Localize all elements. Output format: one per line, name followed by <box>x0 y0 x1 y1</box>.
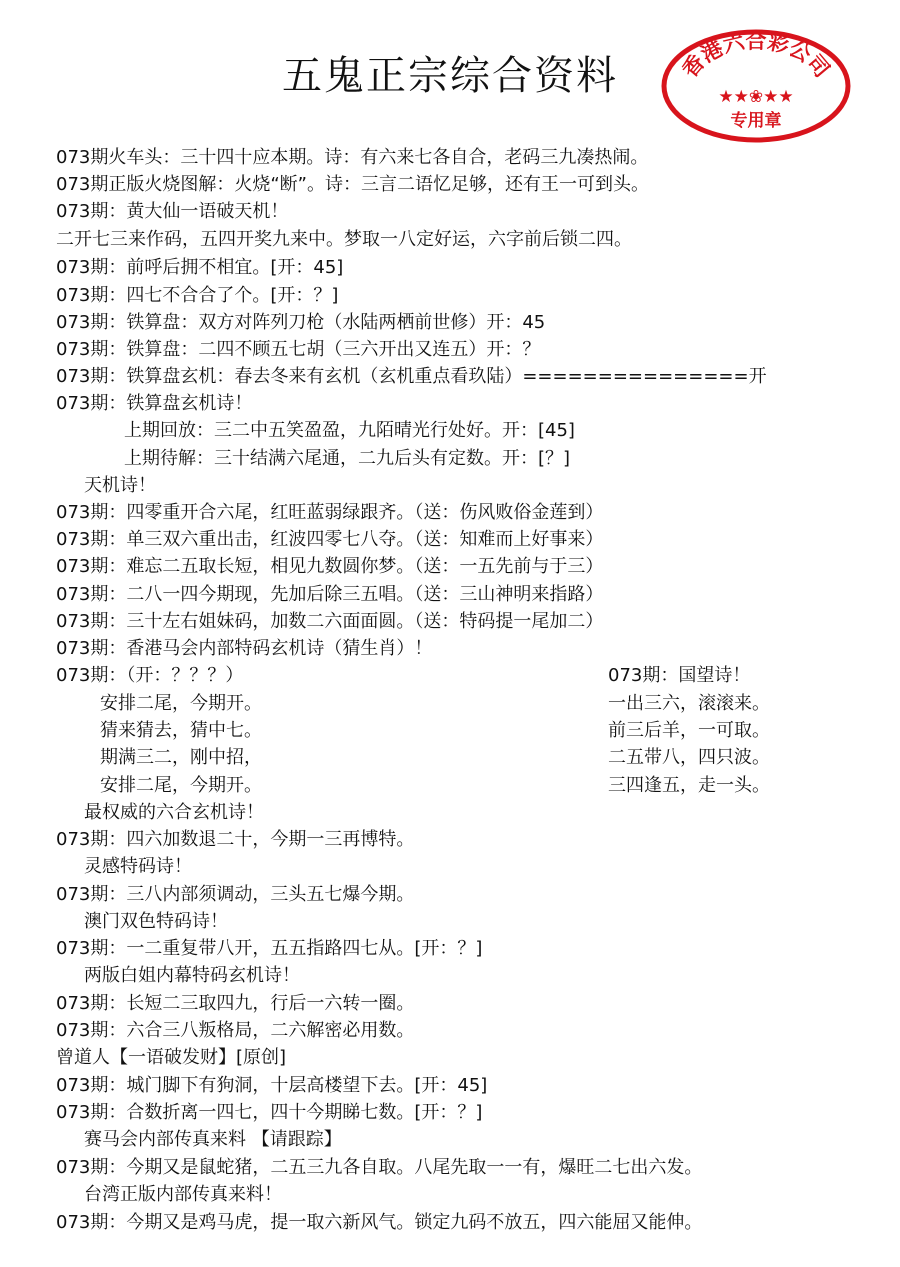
text-line: 上期待解：三十结满六尾通，二九后头有定数。开：[？] <box>124 448 571 469</box>
text-line: 073期：单三双六重出击，红波四零七八夺。（送：知难而上好事来） <box>56 529 604 550</box>
right-column-heading: 073期：国望诗！ <box>608 665 751 686</box>
text-line: 073期：城门脚下有狗洞，十层高楼望下去。[开：45] <box>56 1075 488 1096</box>
text-line: 073期：一二重复带八开，五五指路四七从。[开：？] <box>56 938 483 959</box>
poem-line: 安排二尾，今期开。 <box>100 693 262 714</box>
text-line: 073期：六合三八叛格局，二六解密必用数。 <box>56 1020 415 1041</box>
text-line: 上期回放：三二中五笑盈盈，九陌晴光行处好。开：[45] <box>124 420 575 441</box>
text-line: 073期：三十左右姐妹码，加数二六面面圆。（送：特码提一尾加二） <box>56 611 604 632</box>
text-line: 二开七三来作码，五四开奖九来中。梦取一八定好运，六字前后锁二四。 <box>56 229 632 250</box>
right-column-poem-line: 前三后羊，一可取。 <box>608 720 770 741</box>
section-heading: 灵感特码诗！ <box>84 856 192 877</box>
text-line: 073期：黄大仙一语破天机！ <box>56 201 289 222</box>
text-line: 073期：香港马会内部特码玄机诗（猜生肖）！ <box>56 638 433 659</box>
right-column-poem-line: 三四逢五，走一头。 <box>608 775 770 796</box>
section-heading: 两版白姐内幕特码玄机诗！ <box>84 965 300 986</box>
text-line: 073期：四七不合合了个。[开：？] <box>56 285 339 306</box>
text-line: 073期火车头：三十四十应本期。诗：有六来七各自合，老码三九凑热闹。 <box>56 147 649 168</box>
section-heading: 台湾正版内部传真来料！ <box>84 1184 282 1205</box>
seal-ring-text: 香港六合彩公司 <box>677 29 835 82</box>
text-line: 073期：合数折离一四七，四十今期睇七数。[开：？] <box>56 1102 483 1123</box>
text-line: 073期：难忘二五取长短，相见九数圆你梦。（送：一五先前与于三） <box>56 556 604 577</box>
section-heading: 赛马会内部传真来料 【请跟踪】 <box>84 1129 342 1150</box>
text-line: 073期：铁算盘：双方对阵列刀枪（水陆两栖前世修）开：45 <box>56 312 546 333</box>
text-line: 073期：四六加数退二十，今期一三再博特。 <box>56 829 415 850</box>
section-heading: 最权威的六合玄机诗！ <box>84 802 264 823</box>
section-heading: 天机诗！ <box>84 475 156 496</box>
text-line: 073期：铁算盘：二四不顾五七胡（三六开出又连五）开：？ <box>56 339 541 360</box>
text-line: 073期：铁算盘玄机诗！ <box>56 393 253 414</box>
text-line: 073期：二八一四今期现，先加后除三五唱。（送：三山神明来指路） <box>56 584 604 605</box>
seal-bottom-text: 专用章 <box>730 111 782 131</box>
company-seal-stamp <box>660 28 852 144</box>
right-column-poem-line: 一出三六，滚滚来。 <box>608 693 770 714</box>
text-line: 073期：铁算盘玄机：春去冬来有玄机（玄机重点看玖陆）===============开 <box>56 366 767 387</box>
seal-stars: ★★❀★★ <box>718 87 794 107</box>
right-column-poem-line: 二五带八，四只波。 <box>608 747 770 768</box>
section-heading: 澳门双色特码诗！ <box>84 911 228 932</box>
text-line: 073期：长短二三取四九，行后一六转一圈。 <box>56 993 415 1014</box>
text-line: 073期：四零重开合六尾，红旺蓝弱绿跟齐。（送：伤风败俗金莲到） <box>56 502 604 523</box>
text-line: 073期：（开：？？？） <box>56 665 244 686</box>
text-line: 073期：今期又是鸡马虎，提一取六新风气。锁定九码不放五，四六能屈又能伸。 <box>56 1212 703 1233</box>
section-heading: 曾道人【一语破发财】[原创] <box>56 1047 287 1068</box>
text-line: 073期：三八内部须调动，三头五七爆今期。 <box>56 884 415 905</box>
text-line: 073期：前呼后拥不相宜。[开：45] <box>56 257 344 278</box>
text-line: 073期正版火烧图解：火烧“断”。诗：三言二语忆足够，还有王一可到头。 <box>56 174 650 195</box>
poem-line: 猜来猜去，猜中七。 <box>100 720 262 741</box>
poem-line: 期满三二，刚中招， <box>100 747 262 768</box>
page-title: 五鬼正宗综合资料 <box>282 53 618 99</box>
poem-line: 安排二尾，今期开。 <box>100 775 262 796</box>
text-line: 073期：今期又是鼠蛇猪，二五三九各自取。八尾先取一一有，爆旺二七出六发。 <box>56 1157 703 1178</box>
